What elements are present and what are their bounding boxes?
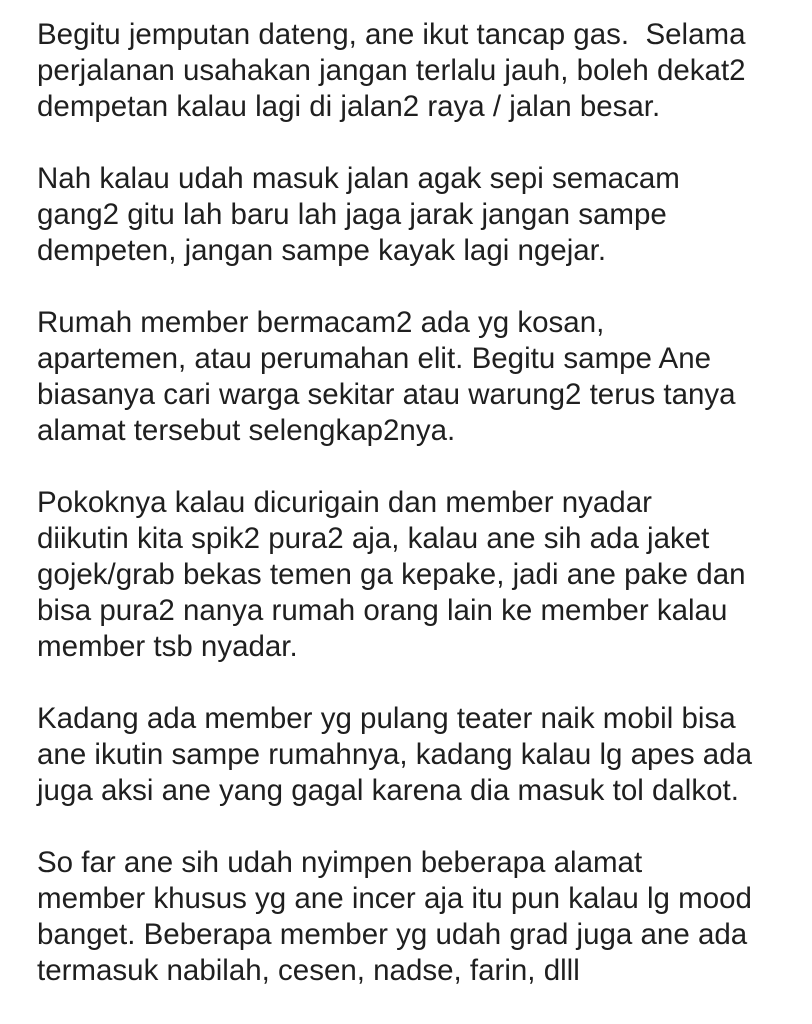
text-line: biasanya cari warga sekitar atau warung2 terus tanya <box>37 378 736 411</box>
text-line: bisa pura2 nanya rumah orang lain ke member kalau <box>37 594 728 627</box>
text-line: Pokoknya kalau dicurigain dan member nyadar <box>37 486 652 519</box>
text-line: Rumah member bermacam2 ada yg kosan, <box>37 306 605 339</box>
paragraph-4 <box>37 485 807 665</box>
text-line: perjalanan usahakan jangan terlalu jauh, boleh dekat2 <box>37 54 746 87</box>
text-line: termasuk nabilah, cesen, nadse, farin, dlll <box>37 954 580 987</box>
text-line: juga aksi ane yang gagal karena dia masuk tol dalkot. <box>37 774 739 807</box>
text-line: banget. Beberapa member yg udah grad juga ane ada <box>37 918 748 951</box>
text-line: alamat tersebut selengkap2nya. <box>37 414 456 447</box>
paragraph-2 <box>37 161 807 269</box>
text-line: diikutin kita spik2 pura2 aja, kalau ane sih ada jaket <box>37 522 710 555</box>
text-line: Begitu jemputan dateng, ane ikut tancap gas. Selama <box>37 18 746 51</box>
paragraph-5 <box>37 701 807 809</box>
text-line: member tsb nyadar. <box>37 630 298 663</box>
text-line: Nah kalau udah masuk jalan agak sepi semacam <box>37 162 680 195</box>
paragraph-6 <box>37 845 807 989</box>
text-line: member khusus yg ane incer aja itu pun kalau lg mood <box>37 882 752 915</box>
paragraph-1 <box>37 17 807 125</box>
paragraph-3 <box>37 305 807 449</box>
text-line: dempeten, jangan sampe kayak lagi ngejar. <box>37 234 607 267</box>
text-line: gang2 gitu lah baru lah jaga jarak jangan sampe <box>37 198 667 231</box>
text-line: dempetan kalau lagi di jalan2 raya / jalan besar. <box>37 90 661 123</box>
text-line: Kadang ada member yg pulang teater naik mobil bisa <box>37 702 736 735</box>
text-line: So far ane sih udah nyimpen beberapa alamat <box>37 846 643 879</box>
text-line: gojek/grab bekas temen ga kepake, jadi ane pake dan <box>37 558 746 591</box>
text-line: ane ikutin sampe rumahnya, kadang kalau lg apes ada <box>37 738 753 771</box>
post-body <box>37 17 807 989</box>
text-line: apartemen, atau perumahan elit. Begitu sampe Ane <box>37 342 712 375</box>
